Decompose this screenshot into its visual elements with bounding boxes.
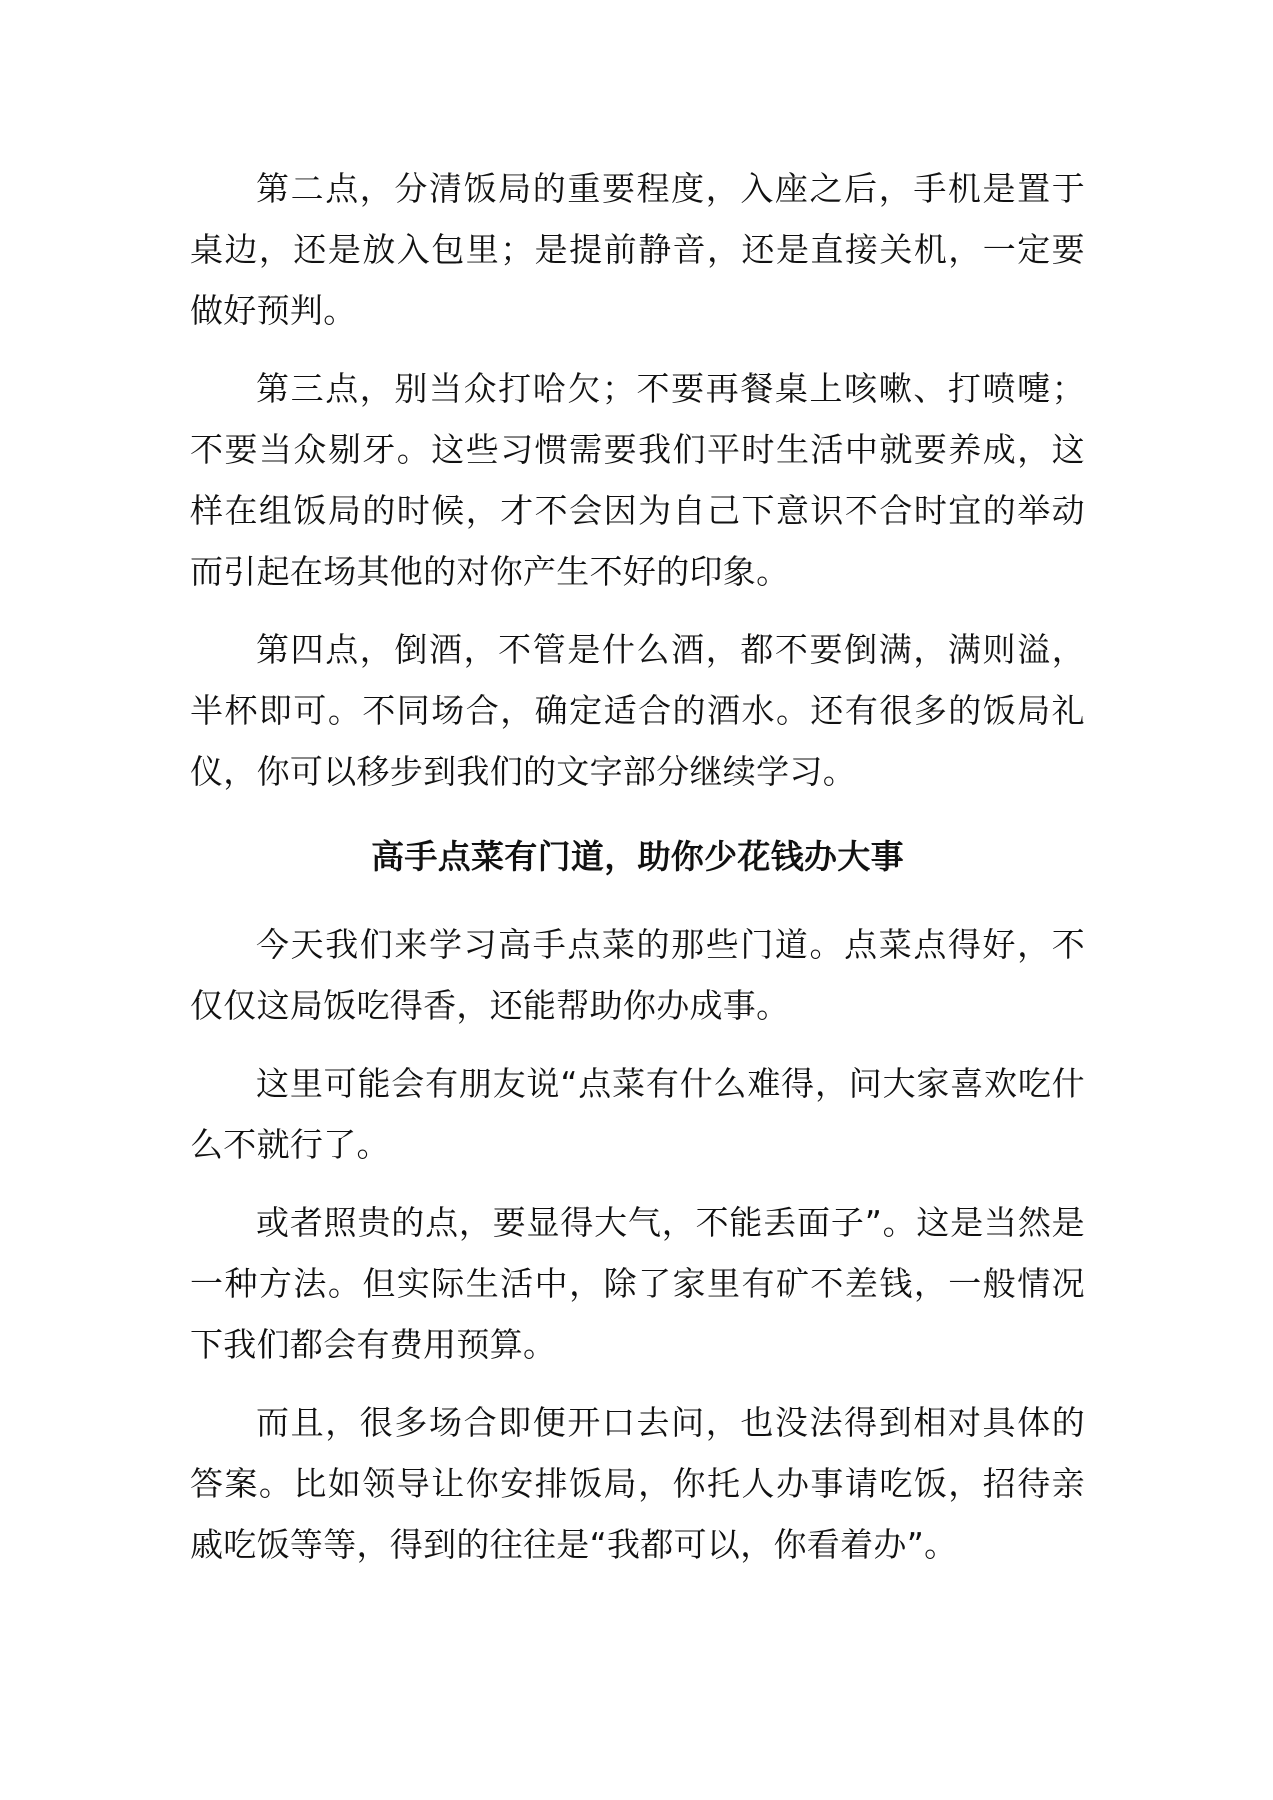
paragraph-point-two: 第二点，分清饭局的重要程度，入座之后，手机是置于桌边，还是放入包里；是提前静音，还是直接关机，一定要做好预判。 bbox=[190, 169, 1085, 330]
paragraph-occasions: 而且，很多场合即便开口去问，也没法得到相对具体的答案。比如领导让你安排饭局，你托人办事请吃饭，招待亲戚吃饭等等，得到的往往是“我都可以，你看着办”。 bbox=[190, 1403, 1085, 1564]
paragraph-point-four: 第四点，倒酒，不管是什么酒，都不要倒满，满则溢，半杯即可。不同场合，确定适合的酒水。还有很多的饭局礼仪，你可以移步到我们的文字部分继续学习。 bbox=[190, 630, 1085, 791]
paragraph-point-three: 第三点，别当众打哈欠；不要再餐桌上咳嗽、打喷嚏；不要当众剔牙。这些习惯需要我们平时生活中就要养成，这样在组饭局的时候，才不会因为自己下意识不合时宜的举动而引起在场其他的对你产生不好的印象。 bbox=[190, 369, 1085, 591]
paragraph-intro: 今天我们来学习高手点菜的那些门道。点菜点得好，不仅仅这局饭吃得香，还能帮助你办成事。 bbox=[190, 925, 1085, 1025]
paragraph-friend-quote: 这里可能会有朋友说“点菜有什么难得，问大家喜欢吃什么不就行了。 bbox=[190, 1064, 1085, 1164]
paragraph-budget: 或者照贵的点，要显得大气，不能丢面子”。这是当然是一种方法。但实际生活中，除了家里有矿不差钱，一般情况下我们都会有费用预算。 bbox=[190, 1203, 1085, 1364]
document-body bbox=[190, 158, 1085, 1592]
section-heading: 高手点菜有门道，助你少花钱办大事 bbox=[371, 837, 904, 876]
